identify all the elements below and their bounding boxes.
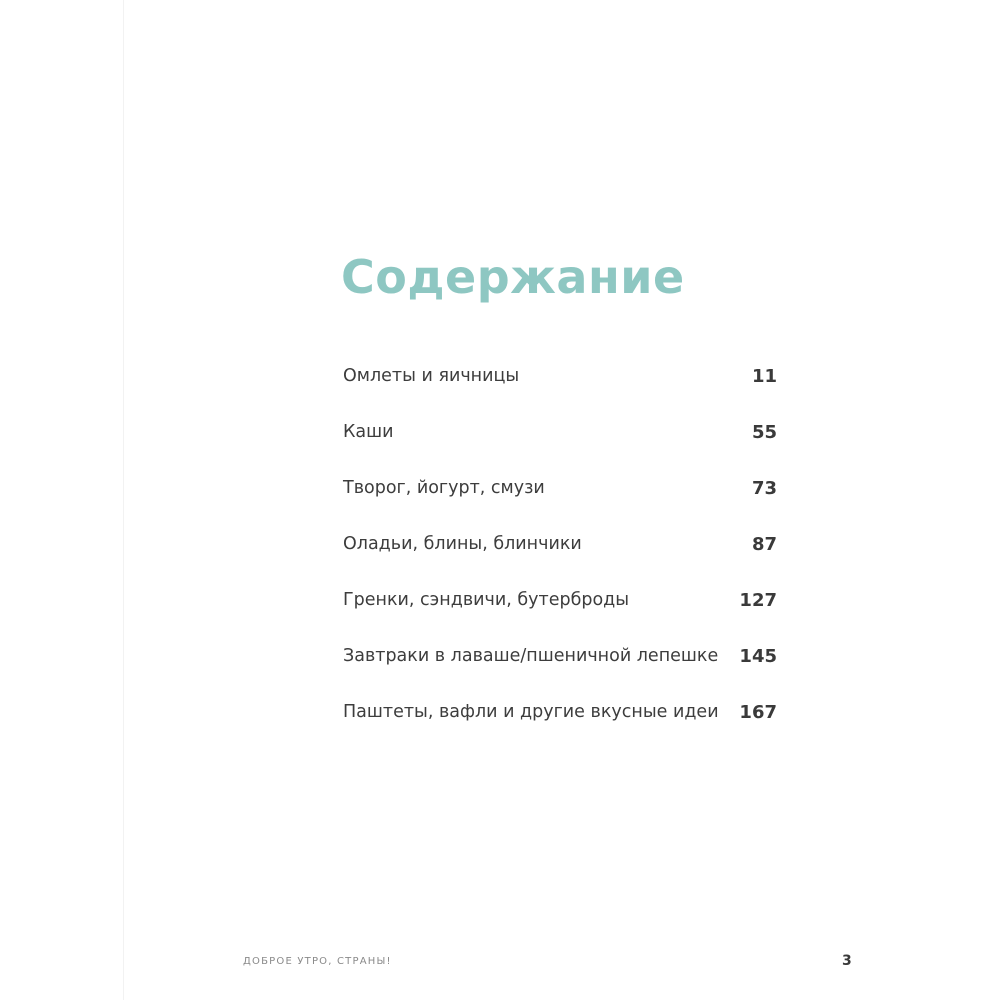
page-title: Содержание [341,250,685,304]
toc-entry-label: Паштеты, вафли и другие вкусные идеи [343,702,719,722]
toc-entry-label: Каши [343,422,394,442]
toc-entry-page-number: 145 [739,645,777,667]
toc-entry-pancakes[interactable] [343,516,777,572]
toc-entry-page-number: 73 [751,477,777,499]
toc-entry-lavash[interactable] [343,628,777,684]
toc-entry-label: Омлеты и яичницы [343,366,520,386]
running-footer-title: ДОБРОЕ УТРО, СТРАНЫ! [243,956,392,967]
toc-entry-label: Завтраки в лаваше/пшеничной лепешке [343,646,719,666]
toc-entry-label: Творог, йогурт, смузи [343,478,545,498]
toc-entry-pates-waffles[interactable] [343,684,777,740]
table-of-contents [343,348,777,740]
toc-entry-label: Гренки, сэндвичи, бутерброды [343,590,630,610]
toc-entry-page-number: 87 [751,533,777,555]
toc-entry-cottage-cheese[interactable] [343,460,777,516]
page-edge-line [123,0,124,1000]
toc-entry-page-number: 167 [739,701,777,723]
toc-entry-sandwiches[interactable] [343,572,777,628]
footer-page-number: 3 [842,953,852,969]
toc-entry-label: Оладьи, блины, блинчики [343,534,582,554]
toc-entry-page-number: 11 [751,365,777,387]
toc-entry-omelets[interactable] [343,348,777,404]
toc-entry-page-number: 55 [751,421,777,443]
toc-entry-page-number: 127 [739,589,777,611]
toc-entry-porridge[interactable] [343,404,777,460]
